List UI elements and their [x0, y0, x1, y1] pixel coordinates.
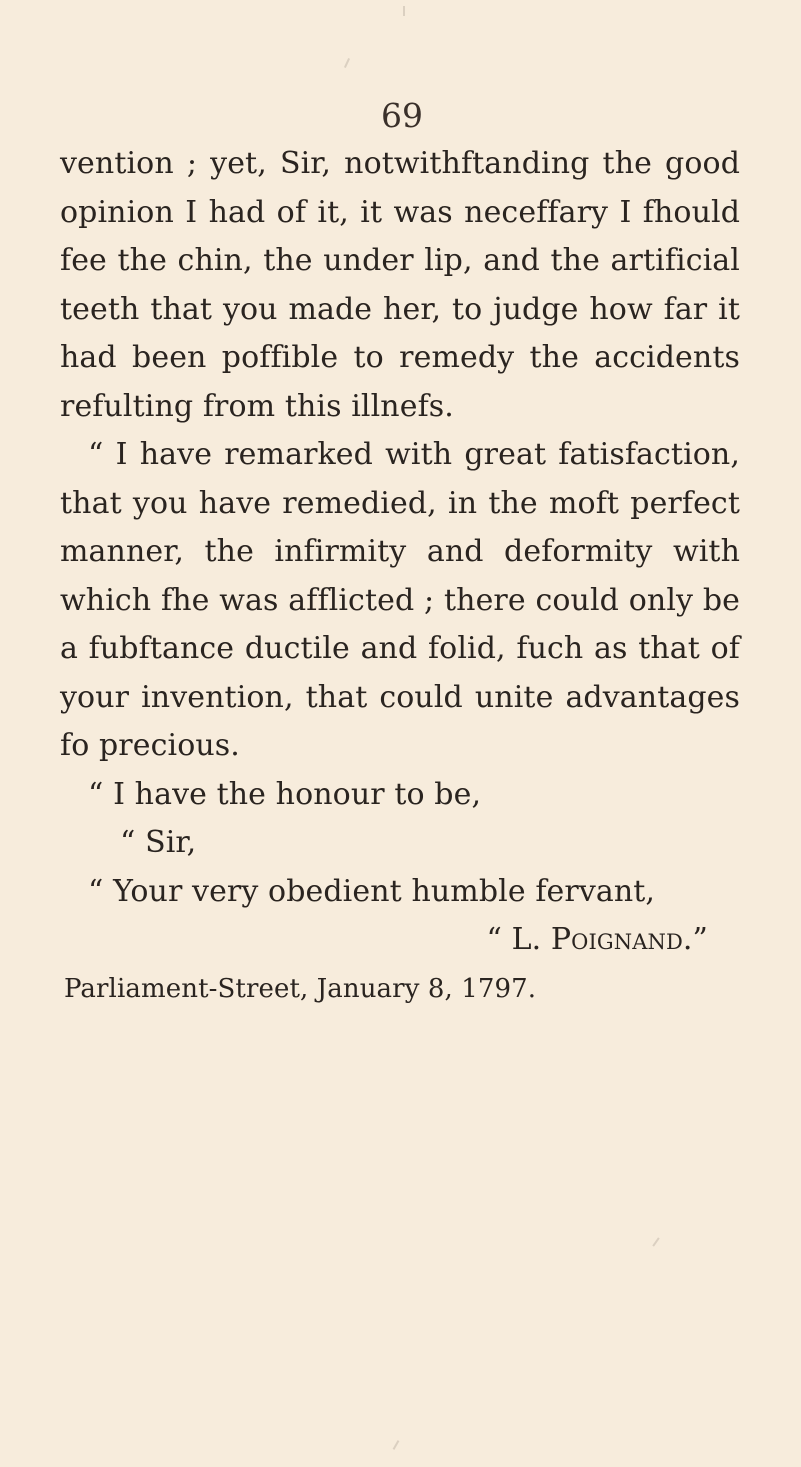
body-line: vention ; yet, Sir, notwithftanding the good: [60, 146, 740, 181]
body-line: had been poffible to remedy the accidents: [60, 340, 740, 375]
body-line: opinion I had of it, it was neceffary I fhould: [60, 194, 740, 230]
paper-mark: [344, 58, 350, 68]
closing-sir: “ Sir,: [120, 825, 197, 860]
body-line: a fubftance ductile and folid, fuch as that of: [60, 631, 740, 666]
body-line: fo precious.: [60, 728, 240, 763]
body-line: fee the chin, the under lip, and the artificial: [60, 243, 740, 278]
page-number: 69: [381, 96, 423, 135]
letter-body: [60, 140, 740, 1013]
body-line: your invention, that could unite advantages: [60, 679, 740, 715]
body-line: “ I have remarked with great fatisfaction,: [88, 437, 740, 472]
signature: “ L. Poignand.”: [486, 922, 708, 957]
paper-mark: [393, 1440, 400, 1450]
body-line: which fhe was afflicted ; there could only be: [60, 582, 740, 618]
paper-mark: [403, 6, 405, 16]
body-line: teeth that you made her, to judge how far it: [60, 291, 740, 327]
paper-mark: [652, 1237, 659, 1246]
body-line: refulting from this illnefs.: [60, 388, 454, 424]
closing-servant: “ Your very obedient humble fervant,: [88, 873, 656, 909]
place-and-date: Parliament-Street, January 8, 1797.: [64, 973, 537, 1004]
body-line: that you have remedied, in the moft perfect: [60, 485, 740, 521]
body-line: manner, the infirmity and deformity with: [60, 534, 740, 569]
closing-honour: “ I have the honour to be,: [88, 776, 482, 812]
